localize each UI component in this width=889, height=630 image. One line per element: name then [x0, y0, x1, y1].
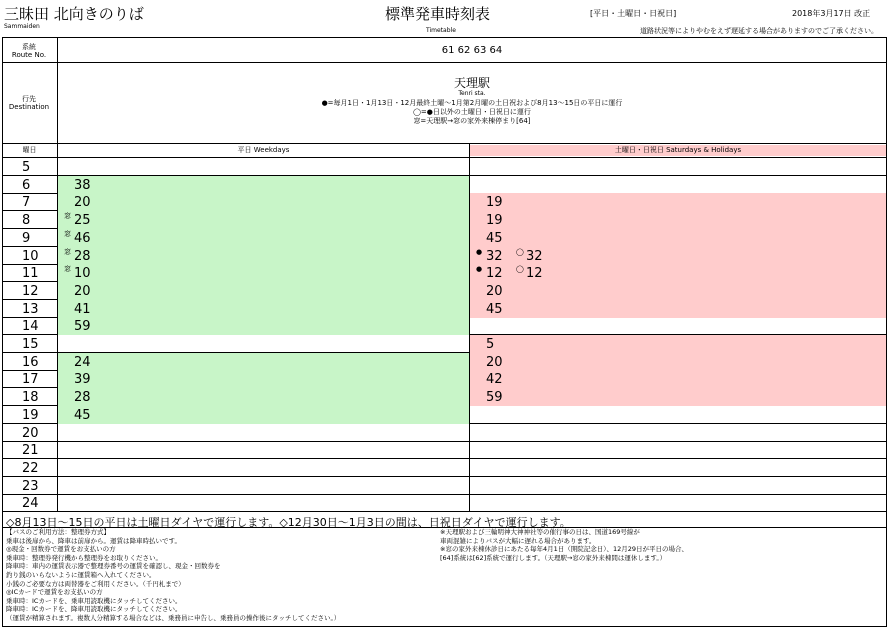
footer-note-line: 釣り銭のいらないように運賃箱へ入れてください。 — [6, 571, 156, 579]
weekday-cell — [58, 494, 469, 512]
destination-label-ja: 行先 — [22, 95, 36, 103]
destination-name: 天理駅 — [453, 76, 490, 90]
weekday-cell — [58, 264, 469, 282]
holiday-cell — [470, 353, 886, 371]
departure-minute: 12 — [486, 266, 503, 282]
table-row — [2, 282, 886, 300]
footer-note-line: 降車時：車内の運賃表示器で整理券番号の運賃を確認し、現金・回数券を — [6, 562, 221, 571]
departure-minute: 39 — [74, 372, 91, 388]
page-title: 標準発車時刻表 — [385, 5, 491, 23]
weekday-cell — [58, 353, 469, 371]
footer-note-line: 車両混雑によりバスが大幅に遅れる場合があります。 — [440, 536, 596, 545]
hour-cell: 10 — [22, 248, 39, 264]
hour-cell: 12 — [22, 283, 39, 299]
departure-minute: 20 — [486, 283, 503, 299]
holiday-cell — [470, 158, 886, 176]
table-row — [2, 317, 886, 335]
table-row — [2, 176, 886, 194]
table-row — [2, 370, 886, 388]
departure-minute: 59 — [486, 390, 503, 406]
weekday-cell — [58, 459, 469, 477]
departure-minute: 41 — [74, 301, 91, 317]
hour-cell: 16 — [22, 354, 39, 370]
holiday-cell — [470, 494, 886, 512]
hour-cell: 22 — [22, 460, 39, 476]
hour-cell: 14 — [22, 319, 39, 335]
departure-mark: 窓 — [64, 247, 71, 256]
footer-note-line: 乗車時：整理券発行機から整理券をお取りください。 — [6, 553, 162, 562]
table-row — [2, 406, 886, 424]
holiday-cell — [470, 264, 886, 282]
footer-note-line: 小銭のご必要な方は両替器をご利用ください。（千円札まで） — [6, 579, 185, 588]
table-row — [2, 459, 886, 477]
page-title-en: Timetable — [426, 27, 456, 34]
operation-note: ◇8月13日～15日の平日は土曜日ダイヤで運行します。◇12月30日～1月3日の間は、日祝日ダイヤで運行します。 — [6, 516, 571, 529]
table-row — [2, 193, 886, 211]
route-label-ja: 系統 — [22, 43, 36, 51]
destination-note: ◯=●日以外の土曜日・日祝日に運行 — [413, 108, 531, 116]
holiday-cell — [470, 459, 886, 477]
weekday-cell — [58, 317, 469, 335]
departure-minute: 45 — [486, 230, 503, 246]
departure-minute: 24 — [74, 354, 91, 370]
table-row — [2, 353, 886, 371]
weekday-cell — [58, 424, 469, 442]
departure-mark: 窓 — [64, 212, 71, 221]
table-row — [2, 247, 886, 265]
weekday-cell — [58, 406, 469, 424]
weekdays-column-header: 平日 Weekdays — [237, 146, 290, 154]
table-row — [2, 158, 886, 176]
departure-minute: 45 — [74, 407, 91, 423]
hour-cell: 15 — [22, 337, 39, 352]
footer-note-line: ※天理駅および三輪明神大神神社等の催行事の日は、国道169号線が — [440, 528, 640, 536]
departure-minute: 38 — [74, 177, 91, 193]
table-row — [2, 477, 886, 495]
destination-name-en: Tenri sta. — [458, 90, 486, 97]
weekday-cell — [58, 158, 469, 176]
hour-cell: 24 — [22, 496, 39, 512]
weekday-cell — [58, 229, 469, 247]
weekday-cell — [58, 388, 469, 406]
stop-name: 三昧田 北向きのりば — [4, 5, 144, 23]
holiday-cell — [470, 211, 886, 229]
hour-cell: 5 — [22, 160, 31, 175]
footer-note-line: [64]系統は[62]系統で運行します。（天理駅→窓の家外来棟間は運休します。） — [440, 553, 667, 562]
hour-cell: 6 — [22, 177, 31, 193]
holiday-cell — [470, 335, 886, 353]
footer-note-line: （運賃が精算されます。複数人分精算する場合などは、乗務員に申告し、乗務員の操作後にタッチしてください。） — [6, 614, 341, 622]
table-row — [2, 264, 886, 282]
hour-cell: 19 — [22, 407, 39, 423]
holiday-cell — [470, 193, 886, 211]
weekday-cell — [58, 335, 469, 353]
hour-cell: 7 — [22, 195, 31, 211]
departure-minute: 28 — [74, 248, 91, 264]
holiday-cell — [470, 282, 886, 300]
departure-mark: 窓 — [64, 265, 71, 274]
departure-minute: 10 — [74, 266, 91, 282]
table-row — [2, 300, 886, 318]
route-label-en: Route No. — [11, 51, 47, 59]
destination-label — [2, 95, 56, 111]
holiday-cell — [470, 176, 886, 194]
footer-note-line: ◎ICカードで運賃をお支払いの方 — [6, 588, 103, 597]
departure-mark: ◯ — [516, 247, 524, 256]
hour-cell: 8 — [22, 213, 31, 229]
grid-line — [2, 143, 887, 144]
grid-line — [2, 626, 887, 627]
weekday-cell — [58, 370, 469, 388]
holiday-cell — [470, 406, 886, 424]
weekday-cell — [58, 441, 469, 459]
departure-minute: 46 — [74, 230, 91, 246]
table-row — [2, 335, 886, 353]
hour-column-header: 曜日 — [22, 146, 37, 154]
departure-minute: 25 — [74, 213, 91, 229]
departure-mark: ● — [476, 247, 483, 256]
grid-line — [886, 37, 887, 627]
departure-minute: 19 — [486, 195, 503, 211]
stop-name-en: Sammaiden — [4, 23, 40, 30]
footer-note-line: ◎現金・回数券で運賃をお支払いの方 — [6, 545, 116, 554]
departure-minute: 59 — [74, 319, 91, 335]
grid-line — [2, 62, 887, 63]
departure-mark: ◯ — [516, 265, 524, 274]
day-types-label: [平日・土曜日・日祝日] — [590, 9, 677, 18]
holidays-column-header: 土曜日・日祝日 Saturdays & Holidays — [470, 145, 886, 156]
departure-minute: 28 — [74, 390, 91, 406]
table-row — [2, 229, 886, 247]
weekday-cell — [58, 176, 469, 194]
weekday-cell — [58, 477, 469, 495]
departure-minute: 12 — [526, 266, 543, 282]
weekday-cell — [58, 282, 469, 300]
footer-note-line: 降車時：ICカードを、降車用読取機にタッチしてください。 — [6, 605, 182, 614]
hour-cell: 21 — [22, 443, 39, 459]
departure-minute: 42 — [486, 372, 503, 388]
hour-cell: 23 — [22, 478, 39, 494]
table-row — [2, 388, 886, 406]
weekday-cell — [58, 300, 469, 318]
departure-minute: 45 — [486, 301, 503, 317]
holiday-cell — [470, 388, 886, 406]
departure-minute: 5 — [486, 337, 495, 352]
footer-note-line: 乗車時：ICカードを、乗車用読取機にタッチしてください。 — [6, 596, 182, 605]
footer-note-line: ※窓の家外来棟休診日にあたる毎年4月1日（開院記念日）、12月29日が平日の場合、 — [440, 545, 689, 554]
departure-minute: 20 — [74, 283, 91, 299]
route-numbers: 61 62 63 64 — [441, 45, 503, 56]
route-label — [2, 43, 56, 59]
footer-note-line: 【バスのご利用方法：整理券方式】 — [6, 528, 110, 536]
holiday-cell — [470, 317, 886, 335]
holiday-cell — [470, 370, 886, 388]
destination-label-en: Destination — [8, 103, 50, 111]
holiday-cell — [470, 247, 886, 265]
weekday-cell — [58, 247, 469, 265]
footer-note-line: 乗車は後扉から、降車は前扉から。運賃は降車時払いです。 — [6, 536, 181, 545]
hour-cell: 11 — [22, 266, 39, 282]
table-row — [2, 424, 886, 442]
holiday-cell — [470, 229, 886, 247]
grid-line — [2, 37, 887, 38]
holiday-cell — [470, 300, 886, 318]
revision-date: 2018年3月17日 改正 — [792, 9, 871, 18]
table-row — [2, 494, 886, 512]
departure-minute: 20 — [74, 195, 91, 211]
departure-minute: 19 — [486, 213, 503, 229]
hour-cell: 18 — [22, 390, 39, 406]
hour-cell: 20 — [22, 425, 39, 441]
hour-cell: 17 — [22, 372, 39, 388]
weekday-cell — [58, 193, 469, 211]
holiday-cell — [470, 424, 886, 442]
weekday-cell — [58, 211, 469, 229]
holiday-cell — [470, 477, 886, 495]
departure-minute: 32 — [486, 248, 503, 264]
table-row — [2, 441, 886, 459]
destination-note: 窓=天理駅→窓の家外来棟停まり[64] — [413, 117, 531, 125]
holiday-cell — [470, 441, 886, 459]
delay-notice: 道路状況等によりやむをえず遅延する場合がありますのでご了承ください。 — [640, 27, 878, 35]
departure-mark: 窓 — [64, 229, 71, 238]
departure-mark: ● — [476, 265, 483, 274]
hour-cell: 13 — [22, 301, 39, 317]
departure-minute: 32 — [526, 248, 543, 264]
destination-note: ●=毎月1日・1月13日・12月最終土曜～1月第2月曜の土日祝および8月13～15日の平日に運行 — [321, 99, 623, 107]
hour-cell: 9 — [22, 230, 31, 246]
departure-minute: 20 — [486, 354, 503, 370]
table-row — [2, 211, 886, 229]
